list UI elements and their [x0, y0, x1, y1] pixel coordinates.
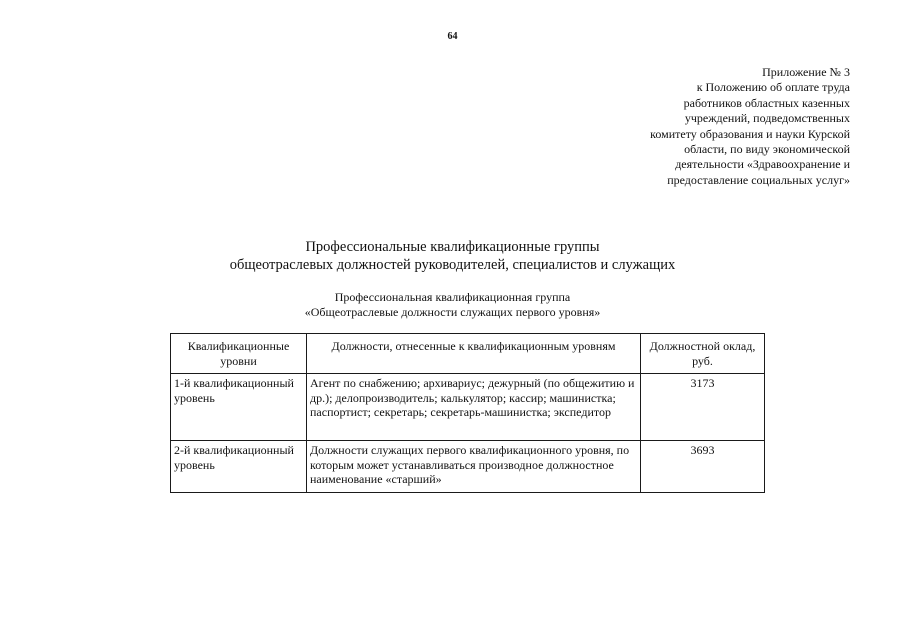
cell-level: 2-й квалификационный уровень [171, 441, 307, 493]
cell-positions: Агент по снабжению; архивариус; дежурный (по общежитию и др.); делопроизводитель; калькулятор; кассир; машинистка; паспортист; секретарь; секретарь-машинистка; экспедитор [307, 374, 641, 441]
document-heading [0, 238, 905, 274]
appendix-line: работников областных казенных [683, 95, 850, 110]
subheading-line: «Общеотраслевые должности служащих первого уровня» [304, 305, 601, 319]
page-number: 64 [447, 31, 458, 42]
appendix-line: комитету образования и науки Курской [650, 126, 850, 141]
subheading-line: Профессиональная квалификационная группа [334, 290, 571, 304]
appendix-line: деятельности «Здравоохранение и [675, 157, 850, 172]
appendix-reference [600, 65, 850, 188]
group-subheading [0, 290, 905, 320]
appendix-line: учреждений, подведомственных [684, 111, 850, 126]
header-salary: Должностной оклад, руб. [641, 334, 765, 374]
cell-level: 1-й квалификационный уровень [171, 374, 307, 441]
heading-line: общеотраслевых должностей руководителей, специалистов и служащих [229, 257, 676, 273]
appendix-line: области, по виду экономической [684, 142, 850, 157]
cell-positions: Должности служащих первого квалификационного уровня, по которым может устанавливаться производное должностное наименование «старший» [307, 441, 641, 493]
qualification-table [170, 333, 765, 493]
table-row [171, 441, 765, 493]
heading-line: Профессиональные квалификационные группы [305, 239, 600, 255]
appendix-line: предоставление социальных услуг» [667, 172, 850, 187]
header-positions: Должности, отнесенные к квалификационным уровням [307, 334, 641, 374]
appendix-line: к Положению об оплате труда [696, 80, 850, 95]
header-qualification-levels: Квалификационные уровни [171, 334, 307, 374]
cell-salary: 3173 [641, 374, 765, 441]
table-row [171, 374, 765, 441]
table-header-row [171, 334, 765, 374]
cell-salary: 3693 [641, 441, 765, 493]
appendix-line: Приложение № 3 [762, 65, 850, 79]
